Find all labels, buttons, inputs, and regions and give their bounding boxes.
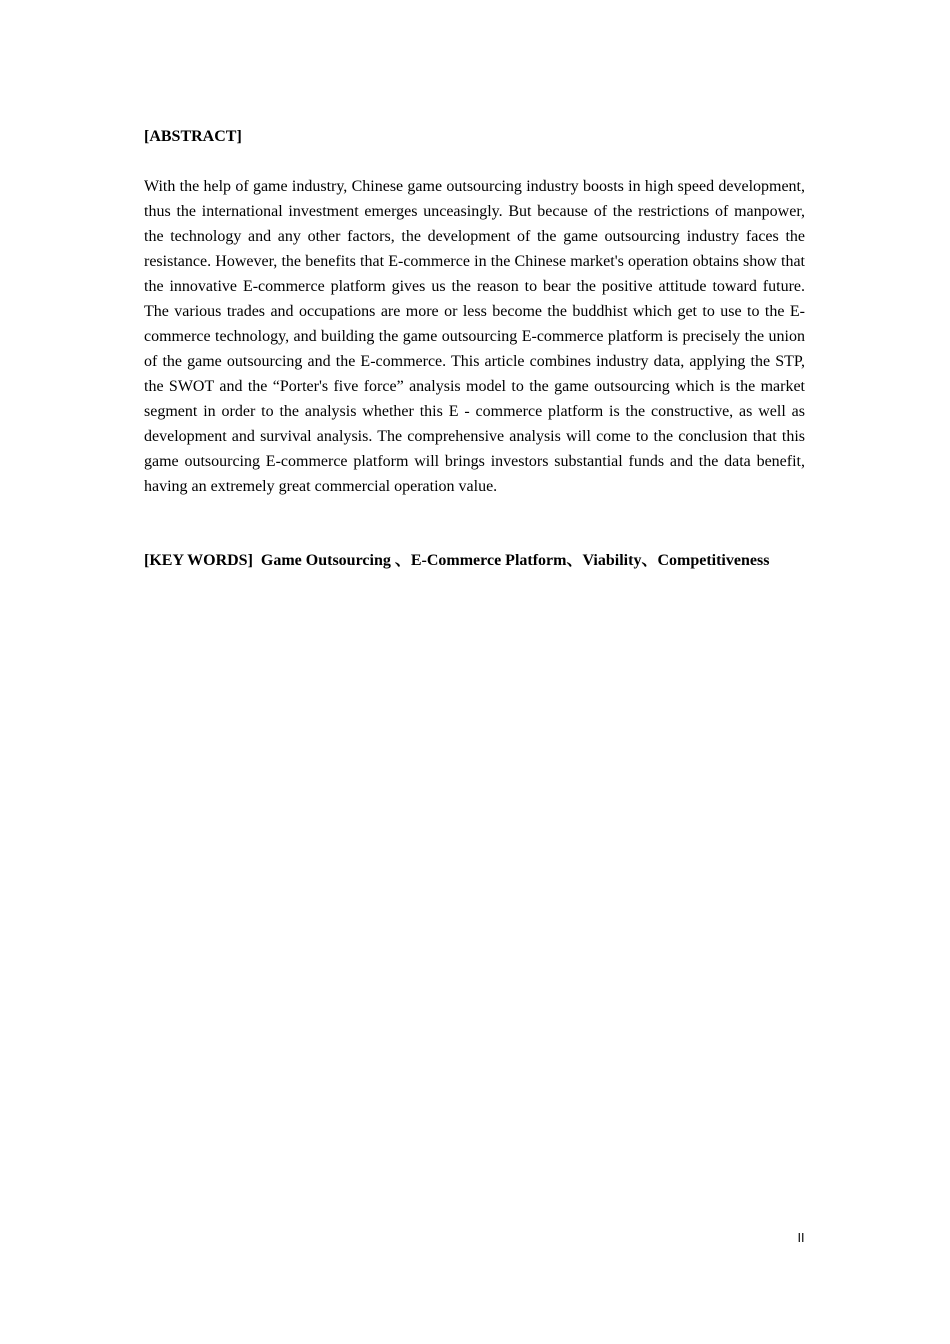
keywords-list: Game Outsourcing 、E-Commerce Platform、Viability、Competitiveness (260, 552, 770, 569)
abstract-paragraph: With the help of game industry, Chinese game outsourcing industry boosts in high speed development, thus the international investment emerges unceasingly. But because of the restrictions of manpower, the technology and any other factors, the development of the game outsourcing industry faces the resistance. However, the benefits that E-commerce in the Chinese market's operation obtains show that the innovative E-commerce platform gives us the reason to bear the positive attitude toward future. The various trades and occupations are more or less become the buddhist which get to use to the E-commerce technology, and building the game outsourcing E-commerce platform is precisely the union of the game outsourcing and the E-commerce. This article combines industry data, applying the STP, the SWOT and the “Porter's five force” analysis model to the game outsourcing which is the market segment in order to the analysis whether this E - commerce platform is the constructive, as well as development and survival analysis. The comprehensive analysis will come to the conclusion that this game outsourcing E-commerce platform will brings investors substantial funds and the data benefit, having an extremely great commercial operation value. (144, 178, 805, 495)
abstract-heading: [ABSTRACT] (144, 128, 242, 145)
keywords-label: [KEY WORDS] (144, 552, 253, 569)
keywords-line (144, 550, 824, 572)
page-number: II (797, 1231, 805, 1245)
